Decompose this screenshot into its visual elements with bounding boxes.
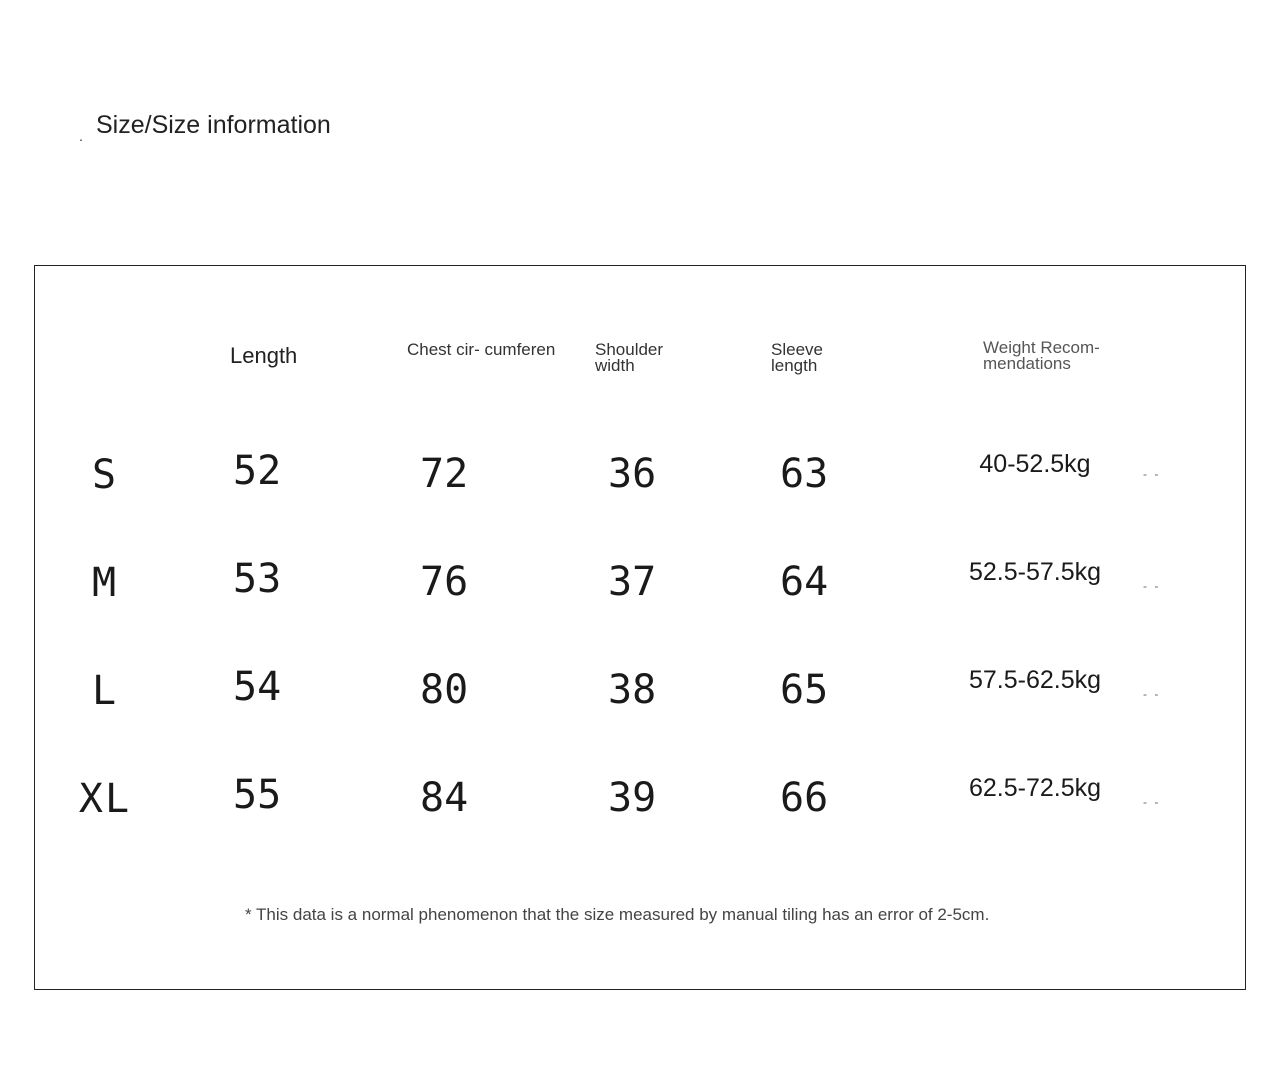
size-label: XL [78,776,132,822]
weight-value: 57.5-62.5kg [968,666,1102,694]
size-label: L [91,668,119,714]
header-shoulder-width: Shoulder width [595,340,664,375]
header-sleeve-length: Sleeve length [771,340,823,375]
measurement-footnote: * This data is a normal phenomenon that the size measured by manual tiling has an error of 2-5cm. [245,905,990,924]
weight-value: 62.5-72.5kg [968,774,1102,802]
row-mark: - - [1143,687,1161,701]
shoulder-value: 39 [608,775,657,821]
row-mark: - - [1143,795,1161,809]
chest-value: 72 [420,451,469,497]
header-weight-recommendations: Weight Recom- mendations [983,338,1100,373]
size-label: M [91,560,119,606]
length-value: 53 [233,556,282,602]
title-bullet-mark: . [79,128,83,144]
size-label: S [91,452,119,498]
weight-value: 52.5-57.5kg [968,558,1102,586]
length-value: 55 [233,772,282,818]
sleeve-value: 65 [780,667,829,713]
chest-value: 84 [420,775,469,821]
table-row [35,449,1245,509]
row-mark: - - [1143,467,1161,481]
sleeve-value: 66 [780,775,829,821]
shoulder-value: 38 [608,667,657,713]
table-row [35,557,1245,617]
page-title: Size/Size information [96,111,331,139]
table-row [35,773,1245,833]
shoulder-value: 36 [608,451,657,497]
weight-value: 40-52.5kg [979,450,1091,478]
chest-value: 76 [420,559,469,605]
length-value: 54 [233,664,282,710]
header-length: Length [230,343,298,368]
sleeve-value: 64 [780,559,829,605]
chest-value: 80 [420,667,469,713]
row-mark: - - [1143,579,1161,593]
table-row [35,665,1245,725]
header-chest-circumference: Chest cir- cumferen [407,340,556,359]
sleeve-value: 63 [780,451,829,497]
shoulder-value: 37 [608,559,657,605]
length-value: 52 [233,448,282,494]
size-table [34,265,1246,990]
